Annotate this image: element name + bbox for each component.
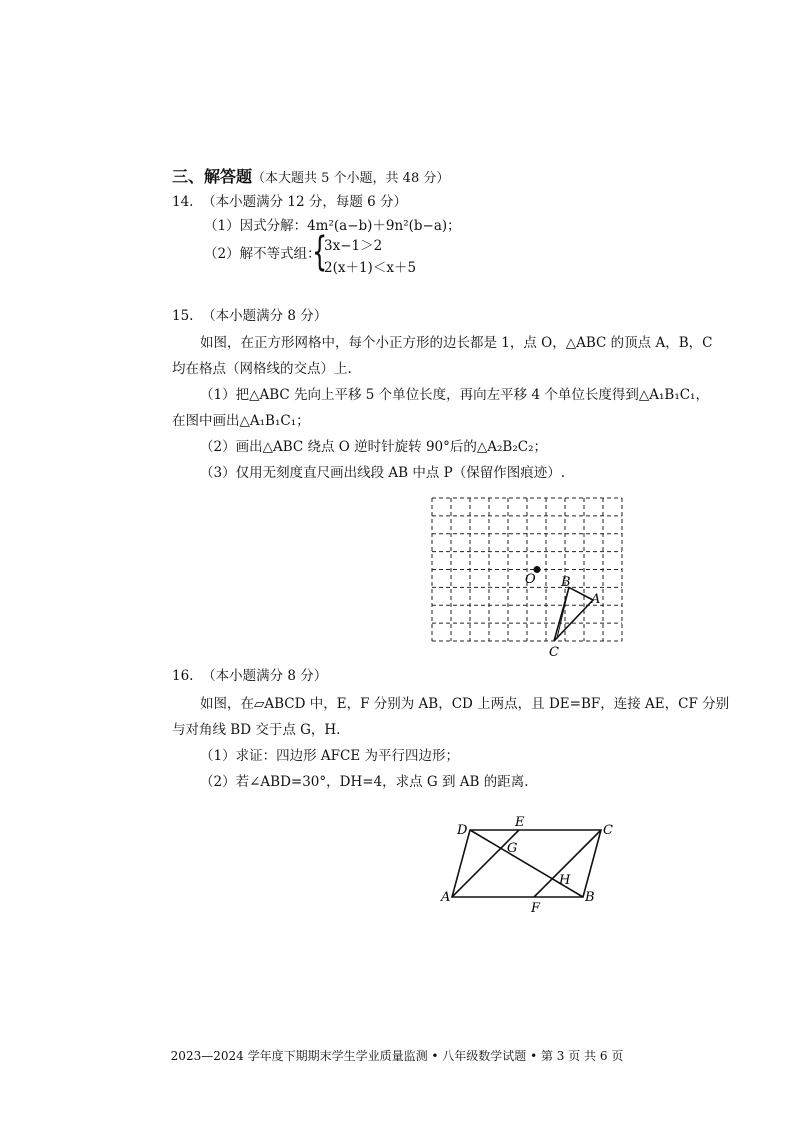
q16-part1: （1）求证：四边形 AFCE 为平行四边形； — [200, 748, 459, 764]
section-heading — [172, 164, 449, 187]
inequality-system — [212, 229, 417, 276]
q16-number: 16. — [172, 668, 194, 684]
label-g: G — [507, 841, 518, 856]
label-b: B — [561, 575, 571, 590]
q15-header — [172, 306, 327, 326]
label-c: C — [549, 645, 559, 660]
q16-intro-line2: 与对角线 BD 交于点 G，H. — [172, 722, 341, 738]
page-footer: 2023—2024 学年度下期期末学生学业质量监测 • 八年级数学试题 • 第 3 页 共 6 页 — [170, 1049, 624, 1063]
square-grid — [432, 498, 622, 641]
inequality-1: 3x−1＞2 — [324, 238, 383, 254]
brace-symbol: { — [312, 229, 328, 275]
q15-score: （本小题满分 8 分） — [202, 308, 328, 324]
q15-part2: （2）画出△ABC 绕点 O 逆时针旋转 90°后的△A₂B₂C₂； — [200, 439, 547, 455]
inequality-2: 2(x＋1)＜x＋5 — [324, 260, 417, 276]
q15-part1-line1: （1）把△ABC 先向上平移 5 个单位长度，再向左平移 4 个单位长度得到△A₁B₁C₁， — [200, 387, 709, 403]
q14-header — [172, 192, 407, 212]
label-a: A — [591, 592, 601, 607]
q15-part1-line2: 在图中画出△A₁B₁C₁； — [172, 413, 310, 429]
q14-part2-label: （2）解不等式组： — [204, 246, 321, 262]
section-note: （本大题共 5 个小题，共 48 分） — [252, 171, 450, 186]
label-o: O — [525, 572, 536, 587]
label-e: E — [515, 815, 525, 830]
triangle-abc — [554, 587, 593, 641]
q14-score: （本小题满分 12 分，每题 6 分） — [202, 194, 408, 210]
q16-score: （本小题满分 8 分） — [202, 668, 328, 684]
q15-intro-line1: 如图，在正方形网格中，每个小正方形的边长都是 1，点 O，△ABC 的顶点 A，B，C — [200, 335, 713, 351]
q15-part3: （3）仅用无刻度直尺画出线段 AB 中点 P（保留作图痕迹）. — [200, 465, 566, 481]
q16-header — [172, 666, 327, 686]
label-d: D — [457, 823, 468, 838]
label-f: F — [531, 901, 541, 916]
label-h: H — [559, 873, 571, 888]
q14-number: 14. — [172, 194, 194, 210]
q15-grid-figure — [425, 490, 635, 660]
section-title: 三、解答题 — [172, 167, 253, 186]
label-b: B — [585, 890, 595, 905]
label-a: A — [441, 890, 451, 905]
q14-part1: （1）因式分解：4m²(a−b)＋9n²(b−a)； — [204, 218, 461, 234]
label-c: C — [603, 823, 613, 838]
q15-intro-line2: 均在格点（网格线的交点）上. — [172, 361, 352, 377]
q16-intro-line1: 如图，在▱ABCD 中，E，F 分别为 AB，CD 上两点，且 DE=BF，连接 AE，CF 分别 — [200, 696, 730, 712]
q15-number: 15. — [172, 308, 194, 324]
q16-parallelogram-figure — [435, 812, 625, 917]
q16-part2: （2）若∠ABD=30°，DH=4，求点 G 到 AB 的距离. — [200, 774, 529, 790]
